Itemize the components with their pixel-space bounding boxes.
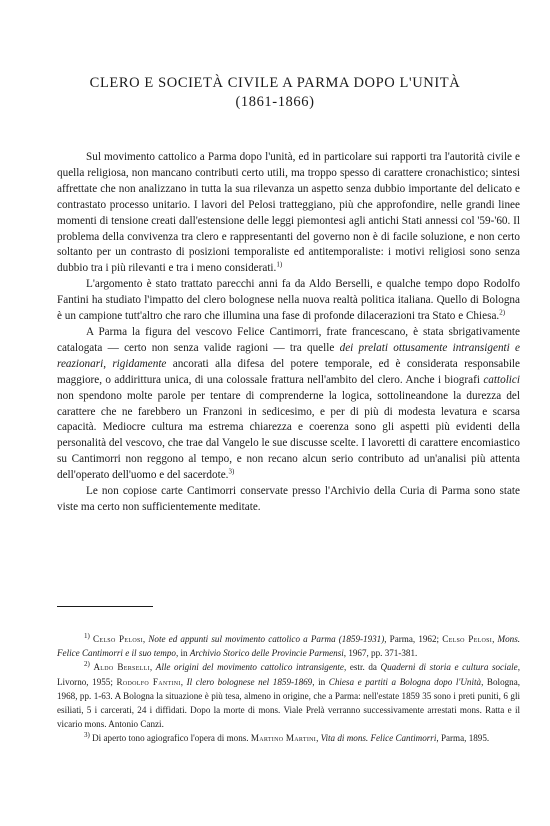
text-run: L'argomento è stato trattato parecchi anni fa da Aldo Berselli, e qualche tempo dopo Rodolfo Fantini ha studiato l'impatto del clero bolognese nella nuova realtà politica italiana. Quello di Bologna è un campione tutt'altro che raro che illumina una fase di profonde dilacerazioni tra Stato e Chiesa. [57, 278, 520, 323]
footnote-marker: 3) [84, 731, 90, 740]
italic-text: Chiesa e partiti a Bologna dopo l'Unità [328, 676, 482, 687]
text-run: , Parma, 1962; [384, 634, 443, 644]
text-run: , Parma, 1895. [436, 733, 490, 744]
body-paragraph [57, 325, 520, 484]
text-run: , [103, 357, 113, 370]
body-paragraph [57, 484, 520, 516]
text-run: Le non copiose carte Cantimorri conservate presso l'Archivio della Curia di Parma sono state viste ma certo non sufficientemente meditate. [57, 485, 520, 513]
author-name: Rodolfo Fantini [116, 676, 181, 687]
article-title [40, 74, 510, 112]
text-run: non spendono molte parole per tentare di comprenderne la logica, sottolineandone la durezza del carattere che ne farebbero un Franzoni in sedicesimo, e per di più di modesta levatura e scarsa capacità. Mediocre cultura ma estrema chiarezza e coerenza sono gli aspetti più evidenti della personalità del vescovo, che trae dal Vangelo le sue discusse scelte. I lavoretti di carattere encomiastico su Cantimorri non reggono al tempo, e non recano alcun serio contributo ad un'analisi più attenta dell'operato dell'uomo e del sacerdote. [57, 389, 520, 482]
text-run: ancorati alla difesa del potere temporale, ed è considerata responsabile maggiore, o addirittura unica, di una colossale frattura nell'ambito del clero. Anche i biografi [57, 357, 521, 386]
text-run: , [142, 634, 149, 644]
text-run: , [149, 662, 156, 673]
author-name: Celso Pelosi [93, 634, 143, 644]
italic-text: Archivio Storico delle Provincie Parmensi [189, 648, 344, 659]
italic-text: Alle origini del movimento cattolico intransigente [155, 662, 344, 673]
text-run: , in [175, 648, 190, 659]
footnote-separator [57, 606, 153, 607]
author-name: Aldo Berselli [93, 662, 150, 673]
italic-text: Note ed appunti sul movimento cattolico a Parma (1859-1931) [148, 634, 385, 644]
footnote [57, 660, 520, 731]
title-line: CLERO E SOCIETÀ CIVILE A PARMA DOPO L'UNITÀ [89, 75, 461, 91]
text-run: , [492, 634, 498, 644]
author-name: Celso Pelosi [442, 634, 493, 644]
italic-text: Quaderni di storia e cultura sociale [380, 662, 518, 673]
text-run: , estr. da [343, 662, 381, 673]
italic-text: cattolici [483, 373, 520, 386]
text-run: , Bologna, 1968, pp. 1-63. A Bologna la situazione è più tesa, almeno in origine, che a Parma: nell'estate 1859 35 sono i preti puniti, 6 gli esiliati, 5 i carcerati, 24 i diffidati. Dopo la morte di mons. Viale Prelà verranno successivamente arrestati mons. Ratta e il vicario mons. Antonio Canzi. [57, 676, 521, 730]
text-run: , 1967, pp. 371-381. [343, 648, 418, 659]
text-run: A Parma la figura del vescovo Felice Cantimorri, frate francescano, è stata sbrigativamente catalogata — certo non senza valide ragioni — tra quelle [57, 325, 520, 354]
author-name: Martino Martini [250, 733, 317, 744]
footnotes [57, 632, 520, 746]
text-run: , in [312, 676, 329, 687]
body-paragraph [57, 150, 520, 277]
footnote-marker: 2) [499, 308, 506, 317]
footnote [57, 731, 520, 745]
footnote-marker: 2) [84, 660, 90, 669]
footnote [57, 632, 520, 660]
text-run: , [316, 733, 321, 744]
italic-text: dei prelati ottusamente intransigenti e reazionari [57, 341, 521, 370]
italic-text: rigidamente [112, 357, 167, 370]
footnote-marker: 1) [84, 631, 90, 640]
text-run: Sul movimento cattolico a Parma dopo l'unità, ed in particolare sui rapporti tra l'autorità civile e quella religiosa, non mancano contributi certo utili, ma troppo spesso di carattere cronachistico; sintesi affrettate che non analizzano in tutta la sua rilevanza un aspetto senza dubbio importante del delicato e contrastato processo unitario. I lavori del Pelosi tratteggiano, più che approfondire, nelle grandi linee momenti di tensione creati dall'estensione delle leggi piemontesi agli antichi Stati annessi col '59-'60. Il problema della convivenza tra clero e rappresentanti del governo non è di facile soluzione, e non certo soltanto per un contrasto di posizioni temporaliste ed antitemporaliste: i motivi religiosi sono senza dubbio tra i più rilevanti e tra i meno considerati. [57, 151, 520, 275]
title-dates: (1861-1866) [235, 94, 315, 110]
text-run: , Livorno, 1955; [57, 662, 520, 687]
italic-text: Mons. Felice Cantimorri e il suo tempo [57, 634, 521, 659]
text-run: Di aperto tono agiografico l'opera di mons. [89, 733, 251, 744]
footnote-marker: 1) [276, 260, 283, 269]
text-run: , [180, 676, 187, 687]
italic-text: Vita di mons. Felice Cantimorri [320, 733, 437, 744]
article-body [57, 150, 520, 516]
italic-text: Il clero bolognese nel 1859-1869 [186, 676, 313, 687]
body-paragraph [57, 277, 520, 325]
footnote-marker: 3) [228, 467, 235, 476]
